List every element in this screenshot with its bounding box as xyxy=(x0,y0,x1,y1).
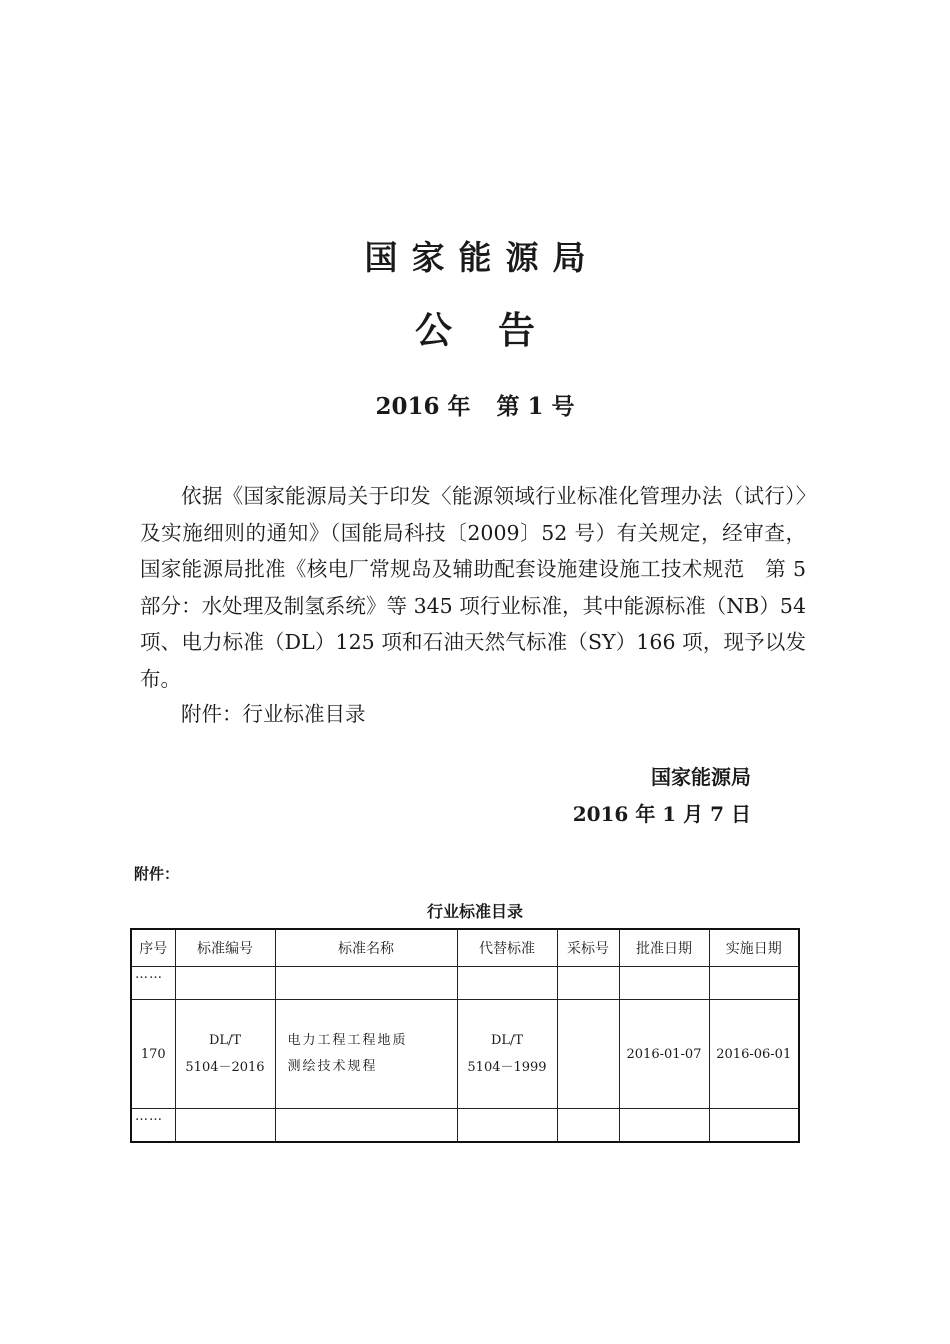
cell-approved: 2016-01-07 xyxy=(619,1000,709,1109)
cell-adopted xyxy=(557,1000,619,1109)
table-row-ellipsis-bottom xyxy=(131,1109,799,1143)
col-header-adopted: 采标号 xyxy=(557,929,619,967)
standards-table xyxy=(130,928,800,1143)
doc-number xyxy=(0,388,950,421)
col-header-approved: 批准日期 xyxy=(619,929,709,967)
col-header-code: 标准编号 xyxy=(175,929,275,967)
cell-effective: 2016-06-01 xyxy=(709,1000,799,1109)
col-header-effective: 实施日期 xyxy=(709,929,799,967)
table-header-row xyxy=(131,929,799,967)
doc-no: 第 1 号 xyxy=(496,393,575,420)
cell-name: 电力工程工程地质 测绘技术规程 xyxy=(275,1000,457,1109)
col-header-name: 标准名称 xyxy=(275,929,457,967)
signature-date: 2016 年 1 月 7 日 xyxy=(572,802,751,826)
cell-replaces: DL/T 5104－1999 xyxy=(457,1000,557,1109)
org-title: 国家能源局 xyxy=(364,238,600,277)
cell-code: DL/T 5104－2016 xyxy=(175,1000,275,1109)
table-title: 行业标准目录 xyxy=(426,902,523,921)
attachment-line: 附件：行业标准目录 xyxy=(181,702,366,726)
table-row-ellipsis-top xyxy=(131,967,799,1000)
ellipsis-cell: …… xyxy=(131,1109,175,1143)
attachment-label: 附件： xyxy=(134,865,180,883)
table-row xyxy=(131,1000,799,1109)
doc-title: 公告 xyxy=(415,309,581,352)
col-header-seq: 序号 xyxy=(131,929,175,967)
col-header-replaces: 代替标准 xyxy=(457,929,557,967)
cell-seq: 170 xyxy=(131,1000,175,1109)
doc-year: 2016 年 xyxy=(375,393,471,420)
ellipsis-cell: …… xyxy=(131,967,175,1000)
signature-org: 国家能源局 xyxy=(651,765,751,789)
body-paragraph: 依据《国家能源局关于印发〈能源领域行业标准化管理办法（试行）〉及实施细则的通知》（国能局科技〔2009〕52 号）有关规定，经审查，国家能源局批准《核电厂常规岛及辅助配套设施建设施工技术规范 第 5 部分：水处理及制氢系统》等 345 项行业标准，其中能源标准（NB）54 项、电力标准（DL）125 项和石油天然气标准（SY）166 项，现予以发布。 xyxy=(140,484,806,691)
